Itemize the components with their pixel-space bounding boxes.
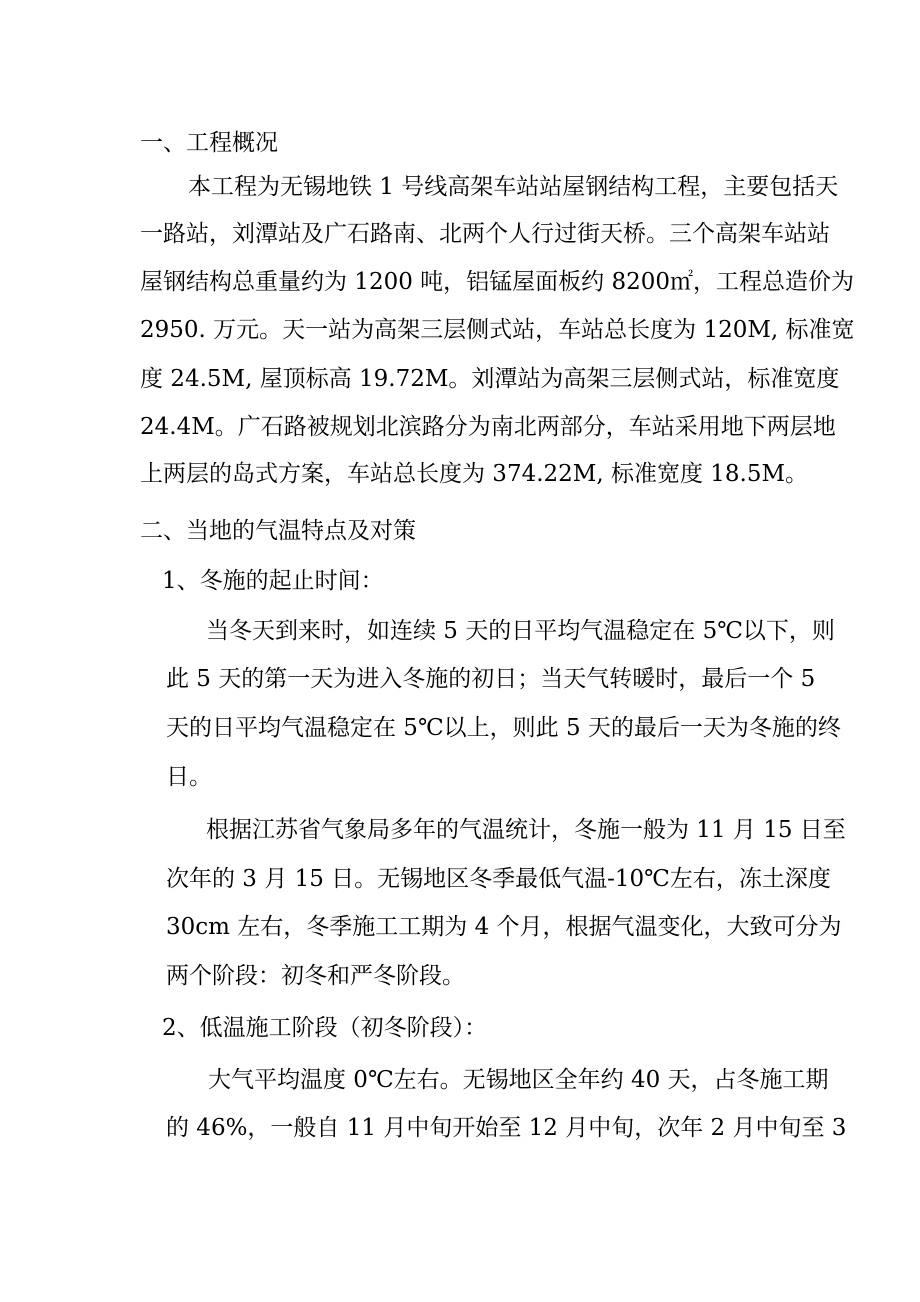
paragraph-line: 根据江苏省气象局多年的气温统计，冬施一般为 11 月 15 日至 — [206, 817, 846, 843]
paragraph-line: 的 46%，一般自 11 月中旬开始至 12 月中旬，次年 2 月中旬至 3 — [166, 1115, 847, 1141]
paragraph-line: 当冬天到来时，如连续 5 天的日平均气温稳定在 5℃以下，则 — [206, 618, 835, 644]
paragraph-line: 30cm 左右，冬季施工工期为 4 个月，根据气温变化，大致可分为 — [166, 914, 842, 940]
paragraph-line: 大气平均温度 0℃左右。无锡地区全年约 40 天，占冬施工期 — [208, 1067, 829, 1093]
paragraph-line: 2950. 万元。天一站为高架三层侧式站，车站总长度为 120M, 标准宽 — [140, 317, 855, 343]
paragraph-line: 上两层的岛式方案，车站总长度为 374.22M, 标准宽度 18.5M。 — [140, 461, 809, 487]
section-heading-temperature: 二、当地的气温特点及对策 — [140, 518, 416, 544]
paragraph-line: 一路站，刘潭站及广石路南、北两个人行过街天桥。三个高架车站站 — [140, 221, 830, 247]
paragraph-line: 度 24.5M, 屋顶标高 19.72M。刘潭站为高架三层侧式站，标准宽度 — [140, 366, 840, 392]
paragraph-line: 此 5 天的第一天为进入冬施的初日；当天气转暖时，最后一个 5 — [166, 666, 816, 692]
subsection-heading-low-temp-stage: 2、低温施工阶段（初冬阶段）： — [162, 1015, 488, 1041]
paragraph-line: 屋钢结构总重量约为 1200 吨，铝锰屋面板约 8200㎡，工程总造价为 — [140, 269, 854, 295]
paragraph-line: 本工程为无锡地铁 1 号线高架车站站屋钢结构工程，主要包括天 — [188, 174, 839, 200]
paragraph-line: 次年的 3 月 15 日。无锡地区冬季最低气温-10℃左右，冻土深度 — [166, 866, 831, 892]
paragraph-line: 日。 — [166, 764, 212, 790]
paragraph-line: 两个阶段：初冬和严冬阶段。 — [166, 963, 465, 989]
subsection-heading-winter-period: 1、冬施的起止时间： — [162, 568, 384, 594]
section-heading-overview: 一、工程概况 — [140, 130, 278, 156]
paragraph-line: 24.4M。广石路被规划北滨路分为南北两部分，车站采用地下两层地 — [140, 414, 836, 440]
paragraph-line: 天的日平均气温稳定在 5℃以上，则此 5 天的最后一天为冬施的终 — [166, 715, 841, 741]
